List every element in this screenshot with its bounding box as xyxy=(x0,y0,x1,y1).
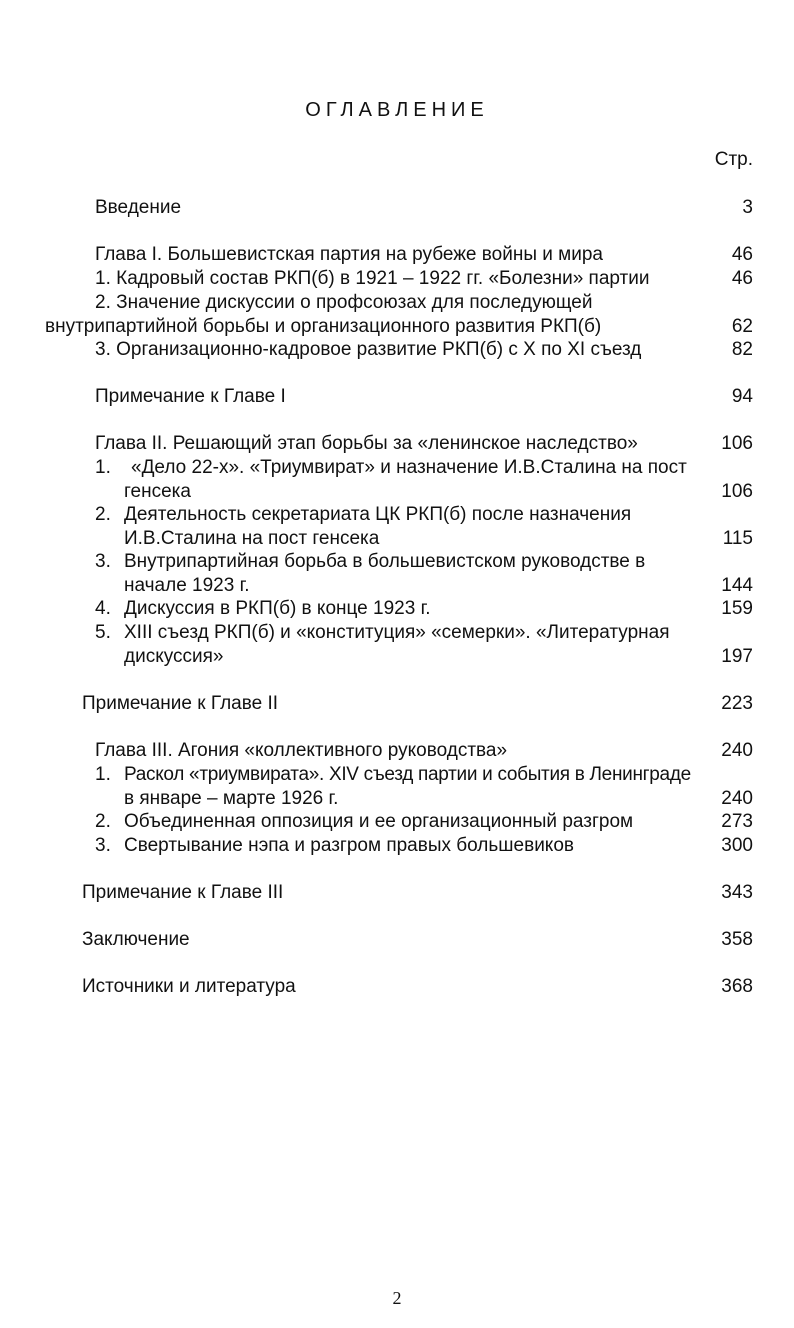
toc-page-ch3-s3: 300 xyxy=(721,835,753,856)
toc-page-ch1-s1: 46 xyxy=(731,268,753,289)
page-title: ОГЛАВЛЕНИЕ xyxy=(305,99,489,121)
toc-page-ch2: 106 xyxy=(721,433,753,454)
toc-page-ch3-s2: 273 xyxy=(721,811,753,832)
toc-ch2-section-3-line1: Внутрипартийная борьба в большевистском руководстве в xyxy=(124,551,646,572)
toc-sources: Источники и литература xyxy=(82,976,296,997)
toc-ch2-section-2-number: 2. xyxy=(95,504,111,525)
toc-page-ch1-s2: 62 xyxy=(731,316,753,337)
toc-page-ch2-s3: 144 xyxy=(721,575,753,596)
toc-page-ch1-s3: 82 xyxy=(731,339,753,360)
toc-page-ch2-s4: 159 xyxy=(721,598,753,619)
toc-ch2-section-3-number: 3. xyxy=(95,551,111,572)
toc-ch1-section-2-line1: 2. Значение дискуссии о профсоюзах для последующей xyxy=(95,292,593,313)
toc-ch2-section-2-line2: И.В.Сталина на пост генсека xyxy=(124,528,380,549)
toc-ch2-section-1-line2: генсека xyxy=(124,481,191,502)
toc-ch2-section-1-number: 1. xyxy=(95,457,111,478)
page-column-label: Стр. xyxy=(714,149,753,170)
toc-page-ch2-s5: 197 xyxy=(721,646,753,667)
toc-ch2-section-5-line1: XIII съезд РКП(б) и «конституция» «семерки». «Литературная xyxy=(124,622,670,643)
toc-ch3-section-2-line1: Объединенная оппозиция и ее организационный разгром xyxy=(124,811,634,832)
toc-page-sources: 368 xyxy=(721,976,753,997)
toc-page-ch3: 240 xyxy=(721,740,753,761)
toc-ch3-section-3-number: 3. xyxy=(95,835,111,856)
page-number: 2 xyxy=(392,1288,402,1308)
toc-ch1-section-1: 1. Кадровый состав РКП(б) в 1921 – 1922 гг. «Болезни» партии xyxy=(95,268,650,289)
toc-ch2-section-5-number: 5. xyxy=(95,622,111,643)
toc-page-ch2-s1: 106 xyxy=(721,481,753,502)
toc-entry-intro: Введение xyxy=(95,197,182,218)
toc-ch1-section-3: 3. Организационно-кадровое развитие РКП(б) с X по XI съезд xyxy=(95,339,642,360)
toc-ch3-section-1-number: 1. xyxy=(95,764,111,785)
toc-note-ch1: Примечание к Главе I xyxy=(95,386,286,407)
toc-ch3-section-3-line1: Свертывание нэпа и разгром правых большевиков xyxy=(124,835,574,856)
toc-chapter-3: Глава III. Агония «коллективного руководства» xyxy=(95,740,508,761)
toc-page-ch3-s1: 240 xyxy=(721,788,753,809)
toc-ch3-section-2-number: 2. xyxy=(95,811,111,832)
toc-page-note1: 94 xyxy=(731,386,753,407)
toc-chapter-2: Глава II. Решающий этап борьбы за «ленинское наследство» xyxy=(95,433,638,454)
toc-ch2-section-1-line1: «Дело 22-х». «Триумвират» и назначение И.В.Сталина на пост xyxy=(131,457,687,478)
toc-note-ch3: Примечание к Главе III xyxy=(82,882,284,903)
toc-ch3-section-1-line2: в январе – марте 1926 г. xyxy=(124,788,339,809)
toc-ch2-section-3-line2: начале 1923 г. xyxy=(124,575,250,596)
toc-page-ch1: 46 xyxy=(731,244,753,265)
toc-page-intro: 3 xyxy=(742,197,753,218)
toc-page-note3: 343 xyxy=(721,882,753,903)
toc-note-ch2: Примечание к Главе II xyxy=(82,693,279,714)
toc-ch1-section-2-line2: внутрипартийной борьбы и организационного развития РКП(б) xyxy=(45,316,602,337)
toc-ch2-section-4-line1: Дискуссия в РКП(б) в конце 1923 г. xyxy=(124,598,431,619)
toc-chapter-1: Глава I. Большевистская партия на рубеже войны и мира xyxy=(95,244,603,265)
toc-page-ch2-s2: 115 xyxy=(722,528,753,549)
toc-page-conclusion: 358 xyxy=(721,929,753,950)
toc-page-note2: 223 xyxy=(721,693,753,714)
toc-conclusion: Заключение xyxy=(82,929,190,950)
toc-ch2-section-4-number: 4. xyxy=(95,598,111,619)
toc-ch2-section-2-line1: Деятельность секретариата ЦК РКП(б) после назначения xyxy=(124,504,632,525)
toc-ch3-section-1-line1: Раскол «триумвирата». XIV съезд партии и события в Ленинграде xyxy=(124,764,691,785)
toc-ch2-section-5-line2: дискуссия» xyxy=(124,646,224,667)
